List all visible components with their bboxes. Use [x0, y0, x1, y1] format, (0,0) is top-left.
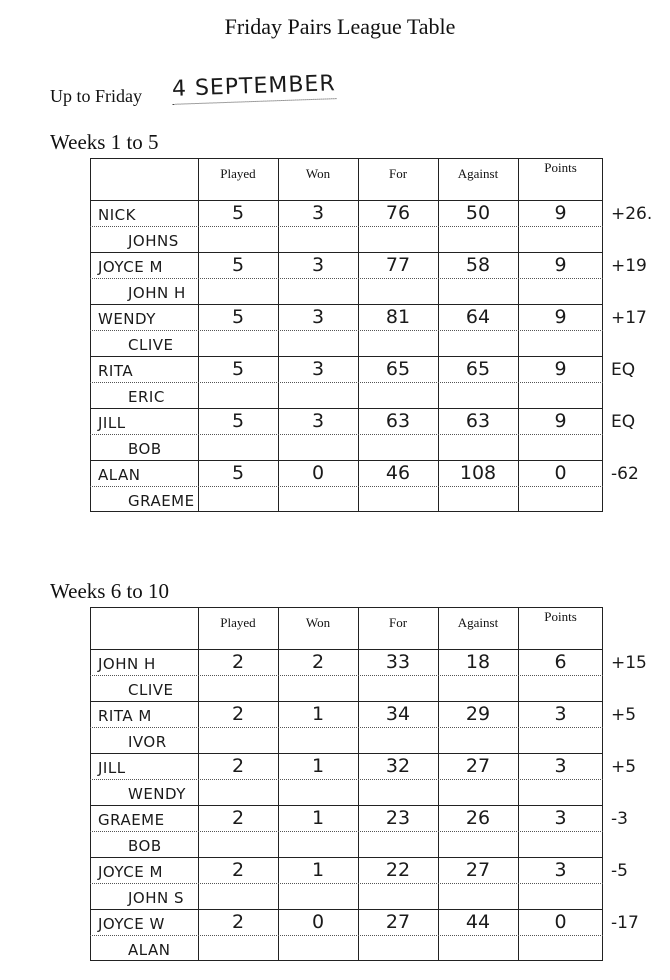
section-heading-weeks-6-10: Weeks 6 to 10 — [50, 579, 170, 603]
row-rule — [90, 805, 603, 806]
player-name: JOYCE M — [98, 258, 163, 276]
cell-points: 9 — [554, 306, 567, 328]
cell-for: 33 — [385, 651, 411, 673]
partner-name: ALAN — [128, 941, 171, 959]
cell-against: 27 — [465, 755, 491, 777]
row-mid-rule — [90, 935, 603, 936]
partner-name: CLIVE — [128, 336, 174, 354]
cell-against: 108 — [459, 462, 497, 484]
cell-points: 3 — [554, 755, 567, 777]
cell-played: 2 — [231, 859, 245, 881]
cell-against: 29 — [465, 703, 491, 725]
cell-against: 65 — [465, 358, 491, 380]
row-mid-rule — [90, 831, 603, 832]
row-mid-rule — [90, 486, 603, 487]
league-table-weeks-1-5 — [90, 158, 653, 512]
cell-for: 81 — [385, 306, 411, 328]
row-mid-rule — [90, 434, 603, 435]
cell-played: 2 — [231, 651, 245, 673]
column-header-won: Won — [305, 615, 331, 630]
row-mid-rule — [90, 883, 603, 884]
cell-played: 5 — [231, 254, 245, 276]
cell-for: 63 — [385, 410, 411, 432]
cell-points: 3 — [554, 859, 567, 881]
partner-name: BOB — [128, 440, 162, 458]
player-name: NICK — [98, 206, 136, 224]
points-difference: +19 — [611, 256, 647, 276]
row-rule — [90, 356, 603, 357]
partner-name: JOHN S — [128, 889, 185, 907]
points-difference: -62 — [611, 464, 639, 484]
player-name: RITA M — [98, 707, 152, 725]
cell-against: 63 — [465, 410, 491, 432]
cell-for: 23 — [385, 807, 411, 829]
cell-won: 3 — [311, 306, 325, 328]
partner-name: JOHNS — [128, 232, 179, 250]
cell-points: 3 — [554, 807, 567, 829]
player-name: JILL — [98, 759, 126, 777]
cell-points: 6 — [554, 651, 567, 673]
cell-against: 18 — [465, 651, 491, 673]
cell-won: 1 — [311, 703, 325, 725]
row-rule — [90, 408, 603, 409]
cell-for: 32 — [385, 755, 411, 777]
column-header-played: Played — [220, 166, 256, 181]
header-rule — [90, 200, 603, 201]
cell-points: 9 — [554, 202, 567, 224]
cell-points: 9 — [554, 254, 567, 276]
column-header-played: Played — [220, 615, 256, 630]
cell-won: 3 — [311, 254, 325, 276]
cell-points: 0 — [554, 462, 567, 484]
column-header-against: Against — [457, 615, 499, 630]
row-mid-rule — [90, 675, 603, 676]
player-name: RITA — [98, 362, 134, 380]
row-rule — [90, 460, 603, 461]
cell-for: 76 — [385, 202, 411, 224]
points-difference: -17 — [611, 913, 639, 933]
points-difference: -3 — [611, 809, 628, 829]
cell-points: 9 — [554, 358, 567, 380]
league-table-weeks-6-10 — [90, 607, 647, 961]
row-rule — [90, 304, 603, 305]
partner-name: JOHN H — [128, 284, 186, 302]
partner-name: ERIC — [128, 388, 165, 406]
points-difference: +17 — [611, 308, 647, 328]
points-difference: +15 — [611, 653, 647, 673]
cell-won: 0 — [311, 911, 325, 933]
cell-won: 1 — [311, 807, 325, 829]
row-mid-rule — [90, 779, 603, 780]
cell-points: 9 — [554, 410, 567, 432]
partner-name: WENDY — [128, 785, 186, 803]
cell-played: 5 — [231, 358, 245, 380]
row-rule — [90, 252, 603, 253]
row-rule — [90, 753, 603, 754]
column-header-points: Points — [544, 609, 577, 624]
row-mid-rule — [90, 226, 603, 227]
points-difference: +5 — [611, 705, 637, 725]
points-difference: +26. — [611, 204, 653, 224]
partner-name: IVOR — [128, 733, 167, 751]
header-rule — [90, 649, 603, 650]
cell-played: 2 — [231, 703, 245, 725]
player-name: WENDY — [98, 310, 156, 328]
partner-name: BOB — [128, 837, 162, 855]
cell-played: 5 — [231, 202, 245, 224]
up-to-label: Up to Friday — [50, 86, 142, 106]
cell-against: 26 — [465, 807, 491, 829]
player-name: JOYCE W — [98, 915, 165, 933]
player-name: JOYCE M — [98, 863, 163, 881]
row-rule — [90, 909, 603, 910]
cell-against: 27 — [465, 859, 491, 881]
page-title: Friday Pairs League Table — [224, 14, 456, 39]
cell-won: 3 — [311, 358, 325, 380]
row-mid-rule — [90, 278, 603, 279]
cell-played: 2 — [231, 807, 245, 829]
up-to-date: 4 SEPTEMBER — [172, 71, 337, 105]
player-name: JILL — [98, 414, 126, 432]
cell-points: 3 — [554, 703, 567, 725]
column-header-won: Won — [305, 166, 331, 181]
row-rule — [90, 857, 603, 858]
cell-won: 3 — [311, 202, 325, 224]
row-rule — [90, 701, 603, 702]
points-difference: +5 — [611, 757, 637, 777]
cell-for: 65 — [385, 358, 411, 380]
cell-for: 22 — [385, 859, 411, 881]
row-mid-rule — [90, 382, 603, 383]
cell-played: 2 — [231, 911, 245, 933]
cell-against: 50 — [465, 202, 491, 224]
cell-won: 1 — [311, 755, 325, 777]
cell-played: 5 — [231, 462, 245, 484]
cell-played: 5 — [231, 306, 245, 328]
cell-played: 5 — [231, 410, 245, 432]
cell-against: 64 — [465, 306, 491, 328]
column-header-against: Against — [457, 166, 499, 181]
cell-for: 46 — [385, 462, 411, 484]
row-mid-rule — [90, 330, 603, 331]
player-name: JOHN H — [98, 655, 156, 673]
points-difference: -5 — [611, 861, 628, 881]
cell-for: 77 — [385, 254, 411, 276]
cell-against: 44 — [465, 911, 491, 933]
partner-name: GRAEME — [128, 492, 195, 510]
cell-against: 58 — [465, 254, 491, 276]
points-difference: EQ — [611, 360, 636, 380]
player-name: GRAEME — [98, 811, 165, 829]
cell-won: 1 — [311, 859, 325, 881]
cell-for: 27 — [385, 911, 411, 933]
cell-won: 2 — [311, 651, 325, 673]
cell-won: 3 — [311, 410, 325, 432]
cell-won: 0 — [311, 462, 325, 484]
points-difference: EQ — [611, 412, 636, 432]
player-name: ALAN — [98, 466, 141, 484]
cell-points: 0 — [554, 911, 567, 933]
cell-played: 2 — [231, 755, 245, 777]
cell-for: 34 — [385, 703, 411, 725]
column-header-for: For — [388, 166, 408, 181]
column-header-points: Points — [544, 160, 577, 175]
row-mid-rule — [90, 727, 603, 728]
section-heading-weeks-1-5: Weeks 1 to 5 — [50, 130, 159, 154]
partner-name: CLIVE — [128, 681, 174, 699]
column-header-for: For — [388, 615, 408, 630]
